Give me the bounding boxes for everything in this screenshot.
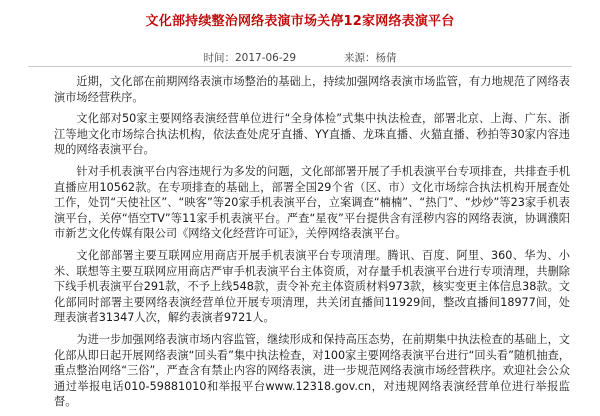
paragraph-5: 为进一步加强网络表演市场内容监管，继续形成和保持高压态势，在前期集中执法检查的基础上，文化部从即日起开展网络表演“回头看”集中执法检查，对100家主要网络表演平台进行“回头看”随机抽查，重点整治网络“三俗”，严查含有禁止内容的网络表演，进一步规范网络表演市场经营秩序。欢迎社会公众通过举报电话010-59881010和举报平台www.12318.gov.cn，对违规网络表演经营单位进行举报监督。 xyxy=(54,332,570,409)
header-divider xyxy=(28,66,572,67)
paragraph-1: 近期，文化部在前期网络表演市场整治的基础上，持续加强网络表演市场监管，有力地规范了网络表演市场经营秩序。 xyxy=(54,75,570,104)
paragraph-4: 文化部部署主要互联网应用商店开展手机表演平台专项清理。腾讯、百度、阿里、360、华为、小米、联想等主要互联网应用商店严审手机表演平台主体资质，对存量手机表演平台进行专项清理，共删除下线手机表演平台291款，不予上线548款，责令补充主体资质材料973款，核实变更主体信息38款。文化部同时部署主要网络表演经营单位开展专项清理，共关闭直播间11929间，整改直播间18977间，处理表演者31347人次，解约表演者9721人。 xyxy=(54,248,570,325)
time-value: 2017-06-29 xyxy=(234,52,297,64)
article-body xyxy=(54,74,570,416)
source-value: 杨倩 xyxy=(375,52,397,64)
article-title: 文化部持续整治网络表演市场关停12家网络表演平台 xyxy=(145,14,455,29)
article-meta xyxy=(0,50,600,65)
time-label: 时间： xyxy=(203,52,235,64)
paragraph-3: 针对手机表演平台内容违规行为多发的问题，文化部部署开展了手机表演平台专项排查，共排查手机直播应用10562款。在专项排查的基础上，部署全国29个省（区、市）文化市场综合执法机构开展查处工作，处罚“天使社区”、“映客”等20家手机表演平台，立案调查“楠楠”、“热门”、“炒炒”等23家手机表演平台，关停“悟空TV”等11家手机表演平台。严查“星夜”平台提供含有淫秽内容的网络表演，协调濮阳市新艺文化传媒有限公司《网络文化经营许可证》，关停网络表演平台。 xyxy=(54,164,570,241)
paragraph-2: 文化部对50家主要网络表演经营单位进行“全身体检”式集中执法检查，部署北京、上海、广东、浙江等地文化市场综合执法机构，依法查处虎牙直播、YY直播、龙珠直播、火猫直播、秒拍等30家内容违规的网络表演平台。 xyxy=(54,112,570,157)
source-label: 来源： xyxy=(344,52,376,64)
